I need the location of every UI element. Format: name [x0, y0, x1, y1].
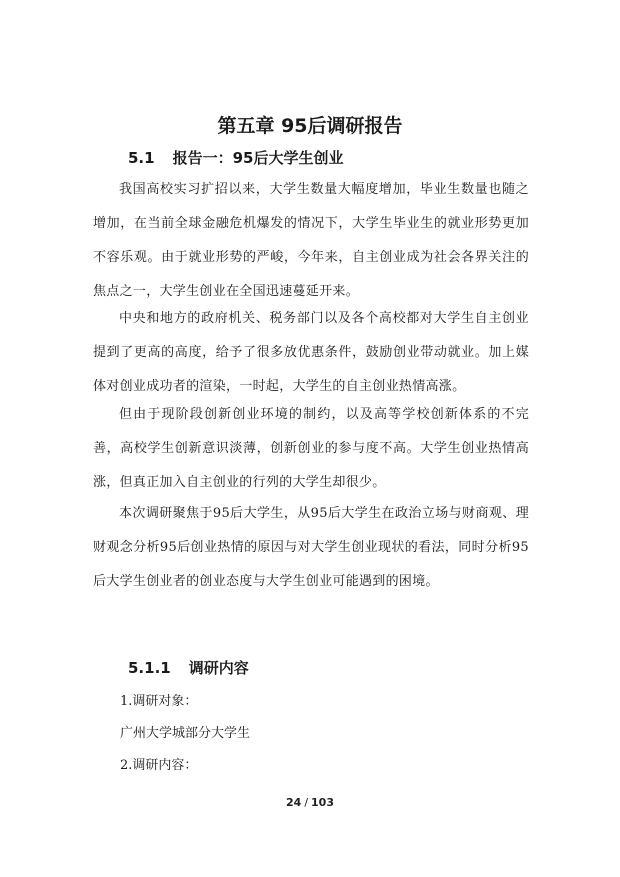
paragraph-4: 本次调研聚焦于95后大学生，从95后大学生在政治立场与财商观、理财观念分析95后创业热情的原因与对大学生创业现状的看法，同时分析95后大学生创业者的创业态度与大学生创业可能遇到的困境。 [93, 506, 529, 589]
list-item-research-subject: 1.调研对象： [120, 694, 198, 709]
section-number: 5.1 [128, 149, 155, 167]
section-heading-5-1-1 [128, 656, 249, 680]
section-title: 调研内容 [188, 659, 249, 677]
section-heading-5-1 [128, 146, 343, 170]
list-item-research-content: 2.调研内容： [120, 758, 198, 773]
section-number: 5.1.1 [128, 659, 171, 677]
page-number [0, 796, 620, 809]
paragraph-2: 中央和地方的政府机关、税务部门以及各个高校都对大学生自主创业提到了更高的高度，给予了很多放优惠条件，鼓励创业带动就业。加上媒体对创业成功者的渲染，一时起，大学生的自主创业热情高涨。 [93, 311, 529, 394]
section-title: 报告一：95后大学生创业 [172, 149, 344, 167]
paragraph-3: 但由于现阶段创新创业环境的制约，以及高等学校创新体系的不完善，高校学生创新意识淡薄，创新创业的参与度不高。大学生创业热情高涨，但真正加入自主创业的行列的大学生却很少。 [93, 407, 529, 490]
list-item-subject-detail: 广州大学城部分大学生 [120, 726, 251, 741]
page-total: 103 [311, 796, 334, 809]
page-separator: / [304, 796, 309, 809]
paragraph-1: 我国高校实习扩招以来，大学生数量大幅度增加，毕业生数量也随之增加，在当前全球金融危机爆发的情况下，大学生毕业生的就业形势更加不容乐观。由于就业形势的严峻，今年来，自主创业成为社会各界关注的焦点之一，大学生创业在全国迅速蔓延开来。 [93, 182, 529, 299]
chapter-title: 第五章 95后调研报告 [217, 115, 403, 137]
page-current: 24 [286, 796, 302, 809]
